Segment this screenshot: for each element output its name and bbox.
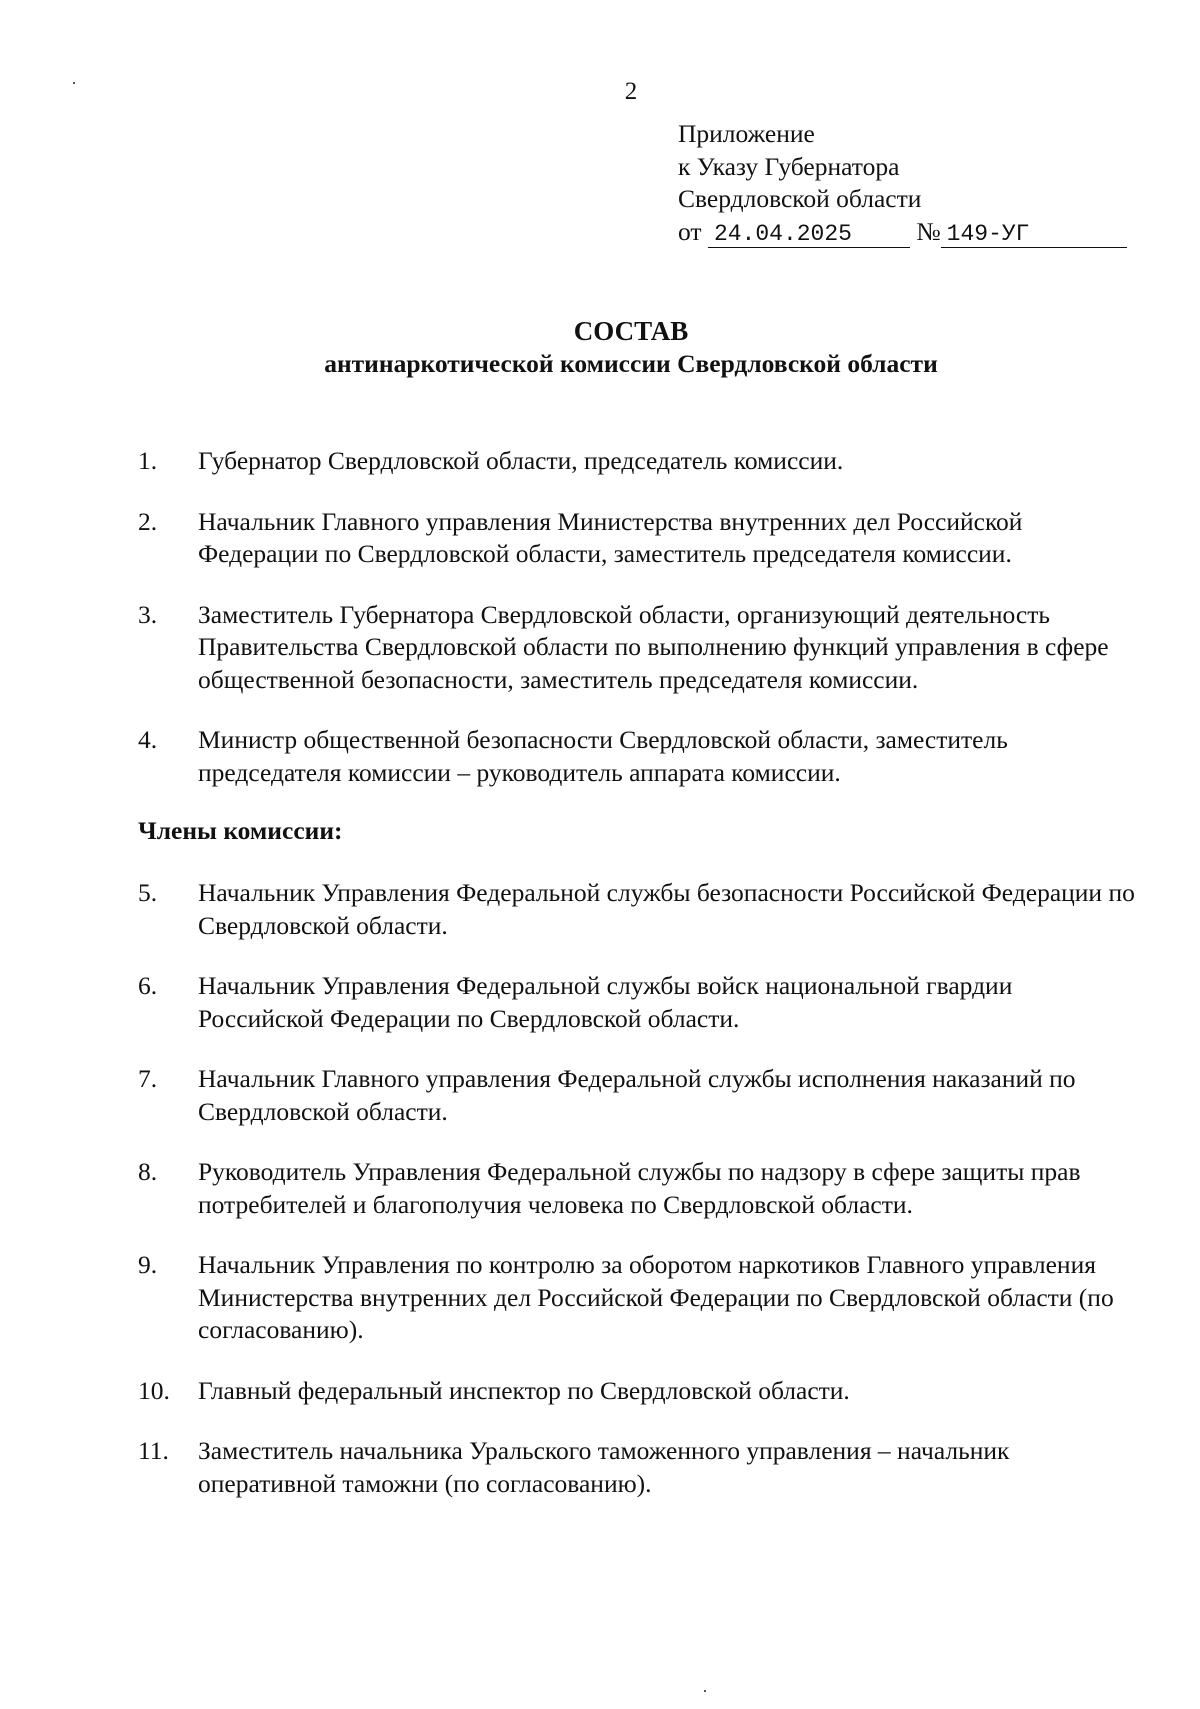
- list-item-text: Заместитель Губернатора Свердловской области, организующий деятельность Правительства Свердловской области по выполнению функций управления в сфере общественной безопасности, заместитель председателя комиссии.: [198, 599, 1109, 694]
- list-item-text: Начальник Управления по контролю за оборотом наркотиков Главного управления Министерства внутренних дел Российской Федерации по Свердловской области (по согласованию).: [198, 1250, 1114, 1344]
- list-item: [138, 1156, 1138, 1221]
- document-title: СОСТАВ: [573, 316, 689, 346]
- list-item-text: Губернатор Свердловской области, председатель комиссии.: [198, 446, 844, 475]
- list-item: [138, 1063, 1138, 1128]
- members-heading: Члены комиссии:: [138, 816, 343, 845]
- decree-number: 149-УГ: [941, 221, 1127, 248]
- list-item: [138, 506, 1138, 571]
- list-item-number: 7.: [138, 1064, 158, 1093]
- document-subtitle: антинаркотической комиссии Свердловской области: [324, 349, 938, 378]
- list-item-text: Заместитель начальника Уральского таможенного управления – начальник оперативной таможни (по согласованию).: [198, 1436, 1010, 1498]
- list-item-text: Главный федеральный инспектор по Свердловской области.: [198, 1375, 850, 1405]
- list-item-text: Начальник Главного управления Министерства внутренних дел Российской Федерации по Свердловской области, заместитель председателя комиссии.: [198, 506, 1023, 568]
- list-item-text: Руководитель Управления Федеральной службы по надзору в сфере защиты прав потребителей и благополучия человека по Свердловской области.: [198, 1157, 1081, 1219]
- composition-list: [138, 445, 1138, 1528]
- list-item-text: Начальник Управления Федеральной службы безопасности Российской Федерации по Свердловской области.: [198, 878, 1135, 940]
- list-item-number: 3.: [138, 599, 158, 629]
- list-item: [138, 1249, 1138, 1347]
- list-item-text: Начальник Главного управления Федеральной службы исполнения наказаний по Свердловской области.: [198, 1064, 1076, 1126]
- scan-speck: [704, 1690, 706, 1692]
- list-item: [138, 877, 1138, 942]
- list-item-number: 4.: [138, 725, 158, 754]
- list-item: [138, 1375, 1138, 1408]
- appendix-line-2: к Указу Губернатора: [678, 151, 900, 181]
- page-number: 2: [624, 78, 638, 105]
- list-item-number: 10.: [138, 1375, 170, 1405]
- list-item: [138, 599, 1138, 697]
- list-item-number: 8.: [138, 1157, 158, 1186]
- list-item-number: 9.: [138, 1250, 158, 1279]
- list-item-number: 6.: [138, 971, 158, 1000]
- appendix-date-line: [678, 216, 1127, 249]
- list-item-text: Начальник Управления Федеральной службы войск национальной гвардии Российской Федерации по Свердловской области.: [198, 971, 1013, 1033]
- appendix-line-3: Свердловской области: [678, 184, 922, 213]
- leadership-list: [138, 445, 1138, 789]
- list-item-number: 11.: [138, 1436, 169, 1465]
- list-item: [138, 724, 1138, 789]
- members-list: [138, 877, 1138, 1500]
- list-item: [138, 445, 1138, 478]
- list-item-text: Министр общественной безопасности Свердловской области, заместитель председателя комиссии – руководитель аппарата комиссии.: [198, 725, 1008, 787]
- decree-date: 24.04.2025: [708, 221, 910, 248]
- list-item-number: 2.: [138, 506, 158, 536]
- appendix-line-1: Приложение: [678, 119, 815, 148]
- number-prefix: №: [916, 216, 941, 246]
- list-item: [138, 1435, 1138, 1500]
- list-item: [138, 970, 1138, 1035]
- date-prefix: от: [678, 216, 702, 246]
- list-item-number: 5.: [138, 878, 158, 907]
- appendix-header: [678, 118, 1127, 248]
- list-item-number: 1.: [138, 446, 158, 475]
- document-title-block: [0, 314, 1200, 380]
